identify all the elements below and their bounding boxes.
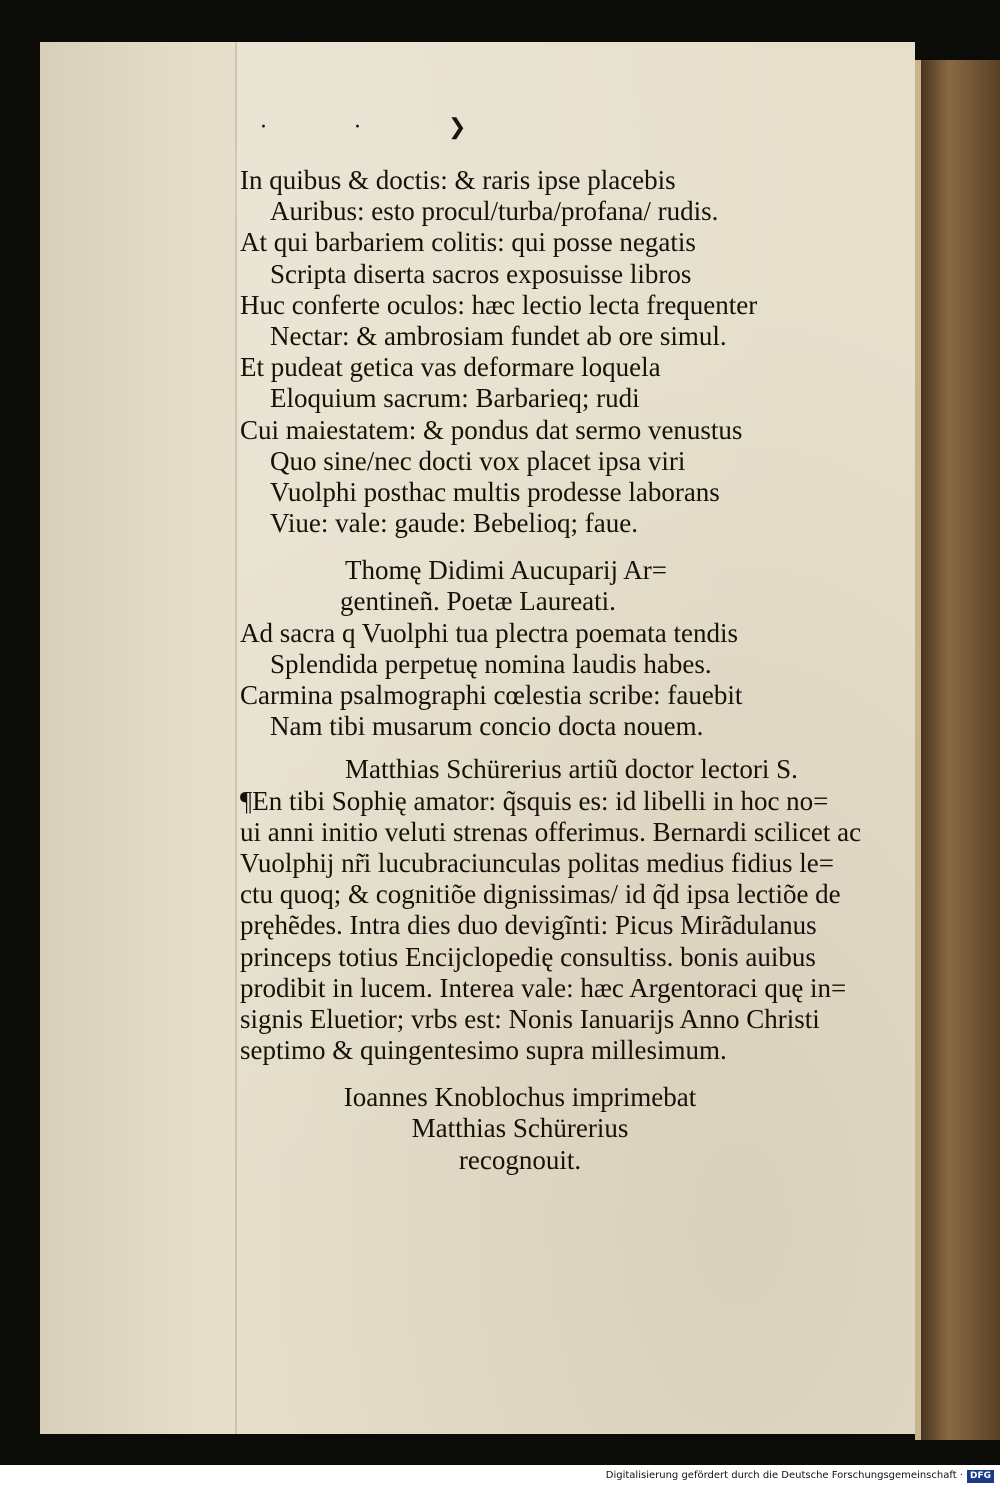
heading-line: Thomę Didimi Aucuparij Ar= xyxy=(345,555,667,586)
prose-line: septimo & quingentesimo supra millesimum. xyxy=(240,1035,727,1066)
poem-second xyxy=(240,618,920,743)
poem-line: Vuolphi posthac multis prodesse laborans xyxy=(270,476,720,507)
prose-line: Vuolphij nr̃i lucubraciunculas politas medius fidius le= xyxy=(240,847,834,878)
epigram-heading xyxy=(240,555,920,617)
colophon-line: recognouit. xyxy=(458,1144,582,1175)
prose-line: pręhẽdes. Intra dies duo devigĩnti: Picus Mirãdulanus xyxy=(240,910,817,941)
poem-line: At qui barbariem colitis: qui posse negatis xyxy=(240,227,696,258)
dfg-logo-icon: DFG xyxy=(967,1470,994,1483)
poem-line: Scripta diserta sacros exposuisse libros xyxy=(270,258,692,289)
colophon-line: Matthias Schürerius xyxy=(411,1113,629,1144)
poem-first xyxy=(240,165,920,539)
digitization-footer xyxy=(0,1467,1000,1485)
poem-line: In quibus & doctis: & raris ipse placebis xyxy=(240,165,676,195)
prose-line: ctu quoq; & cognitiõe dignissimas/ id q̃d ipsa lectiõe de xyxy=(240,879,841,910)
prose-line: signis Eluetior; vrbs est: Nonis Ianuarijs Anno Christi xyxy=(240,1003,820,1034)
prose-line: ¶En tibi Sophię amator: q̃squis es: id libelli in hoc no= xyxy=(240,785,829,816)
poem-line: Carmina psalmographi cœlestia scribe: fauebit xyxy=(240,680,743,710)
poem-line: Ad sacra q Vuolphi tua plectra poemata tendis xyxy=(240,617,738,648)
book-edge xyxy=(915,60,1000,1440)
prose-line: ui anni initio veluti strenas offerimus. Bernardi scilicet ac xyxy=(240,816,862,847)
poem-line: Eloquium sacrum: Barbarieq; rudi xyxy=(270,383,640,414)
address-heading: Matthias Schürerius artiũ doctor lectori S. xyxy=(345,754,798,785)
spacer xyxy=(240,742,920,754)
prose-paragraph xyxy=(240,786,920,1067)
prose-line: prodibit in lucem. Interea vale: hæc Argentoraci quę in= xyxy=(240,972,847,1003)
poem-line: Quo sine/nec docti vox placet ipsa viri xyxy=(270,445,686,476)
page-text xyxy=(240,165,920,1176)
poem-line: Et pudeat getica vas deformare loquela xyxy=(240,352,661,383)
poem-line: Viue: vale: gaude: Bebelioq; faue. xyxy=(270,508,638,539)
page-gutter xyxy=(40,42,235,1434)
spacer xyxy=(240,539,920,555)
colophon xyxy=(240,1082,800,1176)
printer-marks: · · ❯ xyxy=(260,115,507,140)
prose-line: princeps totius Encijclopedię consultiss. bonis auibus xyxy=(240,941,816,972)
poem-line: Huc conferte oculos: hæc lectio lecta frequenter xyxy=(240,289,758,320)
colophon-line: Ioannes Knoblochus imprimebat xyxy=(343,1082,697,1113)
poem-line: Auribus: esto procul/turba/profana/ rudis. xyxy=(270,196,719,227)
footer-credit: Digitalisierung gefördert durch die Deutsche Forschungsgemeinschaft · xyxy=(605,1470,963,1481)
spacer xyxy=(240,1066,920,1082)
poem-line: Splendida perpetuę nomina laudis habes. xyxy=(270,648,712,679)
poem-line: Nam tibi musarum concio docta nouem. xyxy=(270,711,704,742)
fold-line xyxy=(235,42,237,1434)
poem-line: Nectar: & ambrosiam fundet ab ore simul. xyxy=(270,320,727,351)
heading-line: gentineñ. Poetæ Laureati. xyxy=(340,586,616,617)
poem-line: Cui maiestatem: & pondus dat sermo venustus xyxy=(240,414,743,445)
